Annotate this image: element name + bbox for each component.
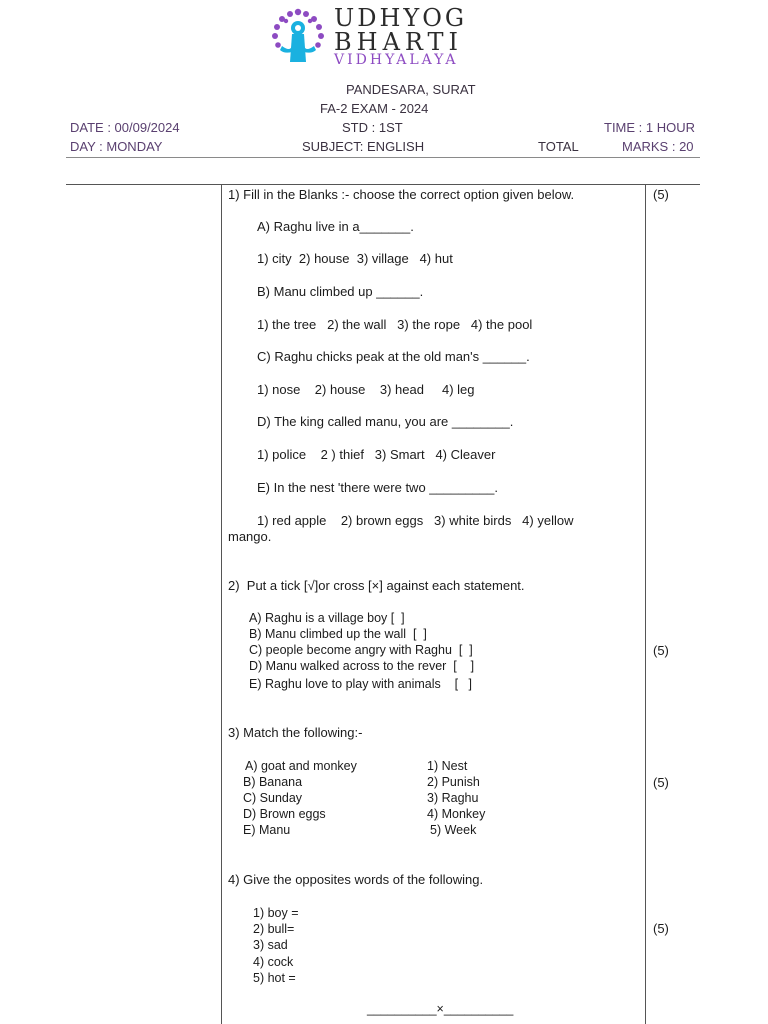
q1-c: C) Raghu chicks peak at the old man's ______. [257, 349, 530, 364]
end-marker: __________×__________ [367, 1002, 514, 1016]
q3-right-item: 2) Punish [427, 775, 480, 789]
q1-e-options-cont: mango. [228, 529, 272, 544]
brand-line-2: BHARTI [334, 28, 464, 56]
school-logo-icon [268, 6, 328, 66]
q4-item: 1) boy = [253, 906, 299, 920]
q4-item: 4) cock [253, 955, 294, 969]
q2-item: D) Manu walked across to the rever [ ] [249, 659, 475, 673]
left-column-line [221, 184, 222, 1024]
q2-item: A) Raghu is a village boy [ ] [249, 611, 405, 625]
q4-title: 4) Give the opposites words of the following. [228, 872, 484, 887]
q1-a-options: 1) city 2) house 3) village 4) hut [257, 251, 453, 266]
exam-title: FA-2 EXAM - 2024 [320, 101, 429, 116]
q2-item: E) Raghu love to play with animals [ ] [249, 677, 473, 691]
q3-right-item: 1) Nest [427, 759, 468, 773]
q3-right-item: 5) Week [430, 823, 477, 837]
q3-marks: (5) [653, 775, 669, 790]
exam-subject: SUBJECT: ENGLISH [302, 139, 425, 154]
q4-marks: (5) [653, 921, 669, 936]
brand-line-3: VIDHYALAYA [334, 52, 459, 68]
header-rule [66, 157, 700, 158]
q4-item: 2) bull= [253, 922, 295, 936]
q3-left-item: B) Banana [243, 775, 303, 789]
exam-day: DAY : MONDAY [70, 139, 163, 154]
q3-right-item: 4) Monkey [427, 807, 486, 821]
q3-left-item: E) Manu [243, 823, 291, 837]
exam-time: TIME : 1 HOUR [604, 120, 696, 135]
table-top-rule [66, 184, 700, 185]
brand-line-1: UDHYOG [334, 4, 468, 32]
q2-marks: (5) [653, 643, 669, 658]
q1-title: 1) Fill in the Blanks :- choose the correct option given below. [228, 187, 575, 202]
q1-d-options: 1) police 2 ) thief 3) Smart 4) Cleaver [257, 447, 496, 462]
q4-item: 3) sad [253, 938, 288, 952]
q2-item: C) people become angry with Raghu [ ] [249, 643, 473, 657]
q1-b-options: 1) the tree 2) the wall 3) the rope 4) the pool [257, 317, 533, 332]
marks-column-line [645, 184, 646, 1024]
q3-left-item: C) Sunday [243, 791, 303, 805]
q3-left-item: D) Brown eggs [243, 807, 326, 821]
q1-b: B) Manu climbed up ______. [257, 284, 424, 299]
total-label: TOTAL [538, 139, 579, 154]
school-location: PANDESARA, SURAT [346, 82, 476, 97]
q3-left-item: A) goat and monkey [245, 759, 357, 773]
exam-std: STD : 1ST [342, 120, 403, 135]
q3-title: 3) Match the following:- [228, 725, 363, 740]
q2-title: 2) Put a tick [√]or cross [×] against each statement. [228, 578, 525, 593]
q3-right-item: 3) Raghu [427, 791, 479, 805]
q1-e-options: 1) red apple 2) brown eggs 3) white birds 4) yellow [257, 513, 574, 528]
q1-d: D) The king called manu, you are ________. [257, 414, 514, 429]
total-marks: MARKS : 20 [622, 139, 694, 154]
q1-a: A) Raghu live in a_______. [257, 219, 414, 234]
q1-e: E) In the nest 'there were two _________. [257, 480, 498, 495]
exam-date: DATE : 00/09/2024 [70, 120, 180, 135]
q1-c-options: 1) nose 2) house 3) head 4) leg [257, 382, 475, 397]
q2-item: B) Manu climbed up the wall [ ] [249, 627, 427, 641]
q1-marks: (5) [653, 187, 669, 202]
q4-item: 5) hot = [253, 971, 296, 985]
